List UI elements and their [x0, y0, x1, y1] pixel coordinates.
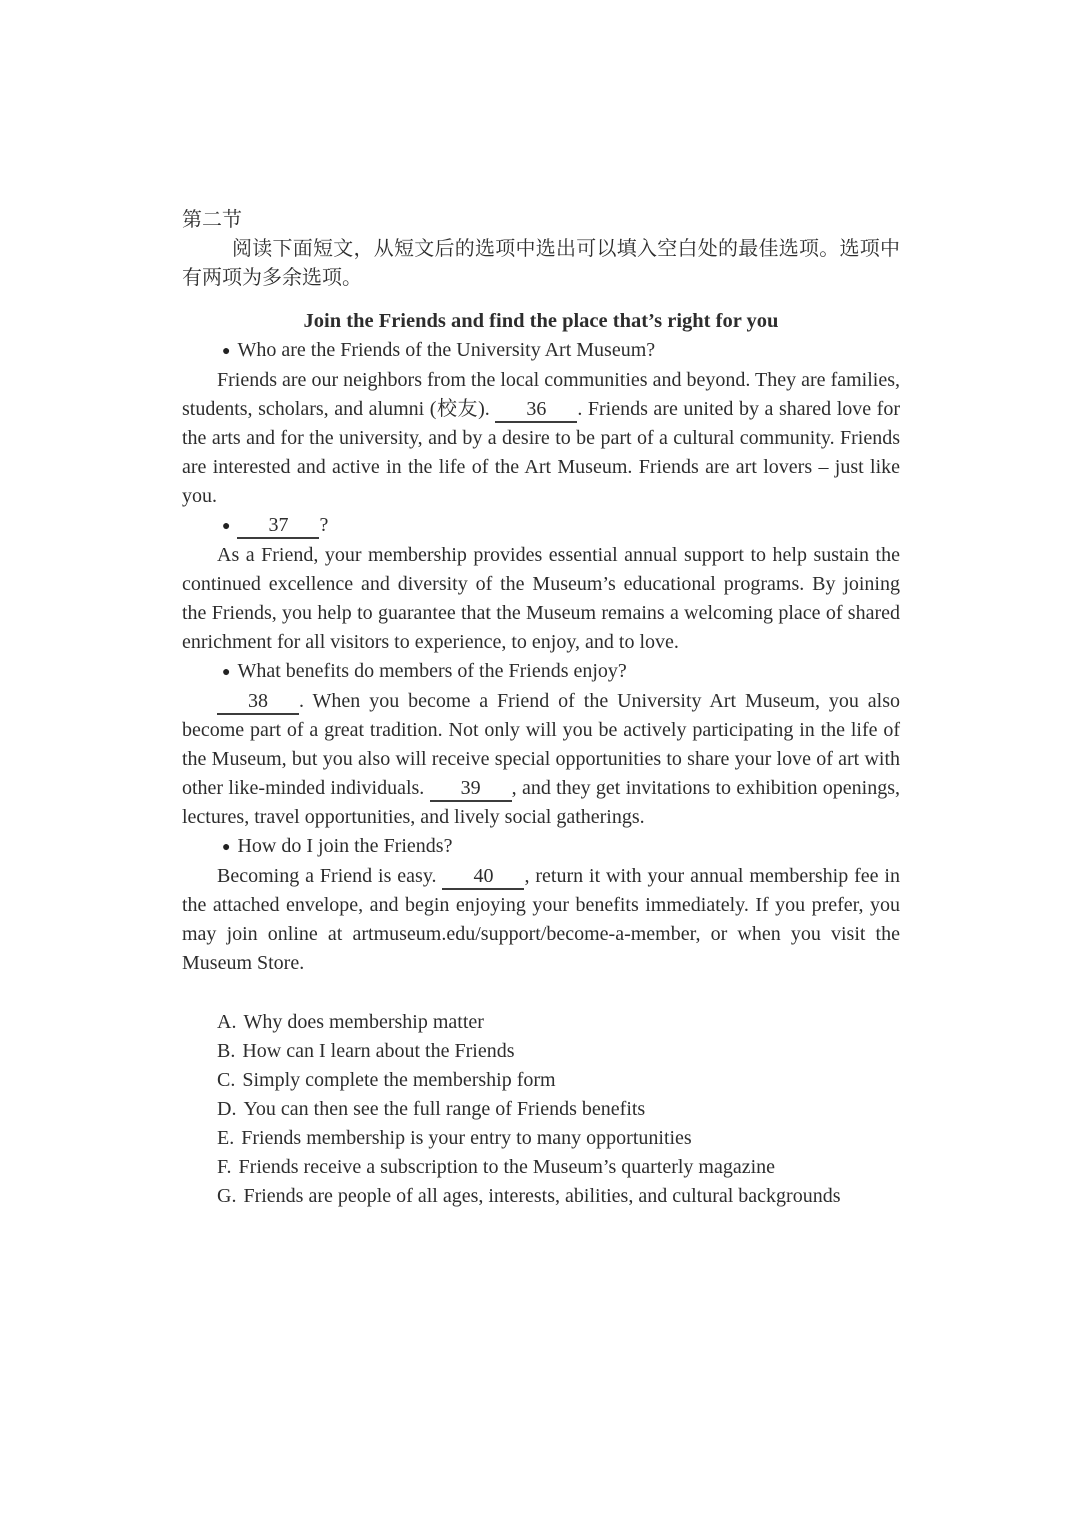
- option-label: D.: [217, 1098, 237, 1120]
- option-label: A.: [217, 1011, 237, 1033]
- option-item-B: [217, 1037, 900, 1066]
- option-text: Friends receive a subscription to the Museum’s quarterly magazine: [238, 1156, 776, 1178]
- option-label: F.: [217, 1156, 232, 1178]
- bullet-icon: ●: [222, 344, 231, 359]
- option-text: Why does membership matter: [243, 1011, 484, 1033]
- option-text: Simply complete the membership form: [242, 1069, 556, 1091]
- blank-37: 37: [237, 513, 319, 539]
- bullet-icon: ●: [222, 519, 231, 534]
- blank-39: 39: [430, 776, 512, 802]
- option-item-C: [217, 1066, 900, 1095]
- option-text: How can I learn about the Friends: [242, 1040, 515, 1062]
- option-item-G: [217, 1182, 900, 1211]
- option-label: C.: [217, 1069, 236, 1091]
- bullet-icon: ●: [222, 840, 231, 855]
- passage-title: Join the Friends and find the place that’s right for you: [303, 310, 779, 332]
- options-list: [182, 1008, 900, 1211]
- option-label: E.: [217, 1127, 235, 1149]
- option-item-F: [217, 1153, 900, 1182]
- blank-36: 36: [495, 397, 577, 423]
- option-label: G.: [217, 1185, 237, 1207]
- option-text: Friends are people of all ages, interests, abilities, and cultural backgrounds: [243, 1185, 841, 1207]
- bullet-question: ● 37 ?: [182, 511, 900, 541]
- blank-40: 40: [442, 864, 524, 890]
- passage-paragraph: 38 . When you become a Friend of the University Art Museum, you also become part of a great tradition. Not only will you be actively participating in the life of the Museum, but you also will receive special opportunities to share your love of art with other like-minded individuals. 39 , and they get invitations to exhibition openings, lectures, travel opportunities, and lively social gatherings.: [182, 690, 900, 828]
- passage-paragraph: Friends are our neighbors from the local communities and beyond. They are families, students, scholars, and alumni (校友). 36 . Friends are united by a shared love for the arts and for the university, and by a desire to be part of a cultural community. Friends are interested and active in the life of the Art Museum. Friends are art lovers – just like you.: [182, 369, 901, 507]
- passage-paragraph: As a Friend, your membership provides essential annual support to help sustain the continued excellence and diversity of the Museum’s educational programs. By joining the Friends, you help to guarantee that the Museum remains a welcoming place of shared enrichment for all visitors to experience, to enjoy, and to love.: [182, 544, 900, 653]
- bullet-question: ● What benefits do members of the Friends enjoy?: [182, 657, 900, 687]
- option-item-E: [217, 1124, 900, 1153]
- option-label: B.: [217, 1040, 236, 1062]
- option-item-D: [217, 1095, 900, 1124]
- bullet-question: ● Who are the Friends of the University Art Museum?: [182, 336, 900, 366]
- option-text: Friends membership is your entry to many opportunities: [241, 1127, 692, 1149]
- bullet-question: ● How do I join the Friends?: [182, 832, 900, 862]
- passage-body: [182, 336, 900, 978]
- bullet-icon: ●: [222, 665, 231, 680]
- exam-content: [182, 206, 900, 1211]
- blank-38: 38: [217, 689, 299, 715]
- option-item-A: [217, 1008, 900, 1037]
- section-label: 第二节: [182, 209, 242, 231]
- option-text: You can then see the full range of Friends benefits: [243, 1098, 646, 1120]
- instructions-text: 阅读下面短文，从短文后的选项中选出可以填入空白处的最佳选项。选项中有两项为多余选项。: [182, 238, 900, 289]
- passage-paragraph: Becoming a Friend is easy. 40 , return it with your annual membership fee in the attached envelope, and begin enjoying your benefits immediately. If you prefer, you may join online at artmuseum.edu/support/become-a-member, or when you visit the Museum Store.: [182, 865, 900, 974]
